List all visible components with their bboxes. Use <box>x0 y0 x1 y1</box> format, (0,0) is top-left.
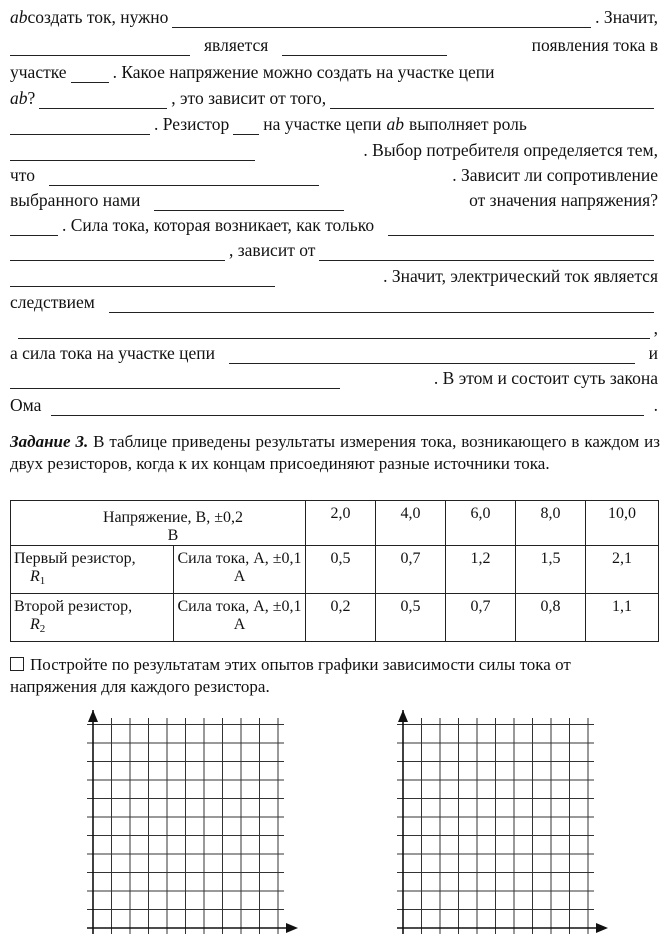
text: . <box>653 395 658 415</box>
text-line-9 <box>10 210 658 236</box>
table-cell: 0,8 <box>516 594 586 642</box>
quantity-label: Сила тока, А, ±0,1 А <box>174 546 306 594</box>
checkbox-icon <box>10 657 24 671</box>
text: участке <box>10 62 67 82</box>
text: что <box>10 165 35 185</box>
table-row <box>11 546 659 594</box>
table-cell: 4,0 <box>376 501 446 546</box>
text: . Зависит ли сопротивление <box>452 165 658 185</box>
table-cell: 0,7 <box>446 594 516 642</box>
text: . Сила тока, которая возникает, как только <box>62 215 375 235</box>
answer-blank[interactable] <box>18 322 650 339</box>
y-axis-arrow-icon <box>398 710 408 722</box>
answer-blank[interactable] <box>10 270 275 287</box>
text-line-6 <box>10 135 658 161</box>
resistor-subscript: 2 <box>39 623 46 635</box>
text: . Резистор <box>154 114 230 134</box>
table-row <box>11 594 659 642</box>
table-cell: 6,0 <box>446 501 516 546</box>
text-line-1 <box>10 2 658 28</box>
text: следствием <box>10 292 95 312</box>
resistor-symbol: R <box>30 616 40 633</box>
table-cell: 1,1 <box>586 594 659 642</box>
text: создать ток, нужно <box>27 7 169 27</box>
answer-blank[interactable] <box>10 244 225 261</box>
task-label: Задание 3. <box>10 432 89 451</box>
text-line-14 <box>10 338 658 364</box>
text-line-12 <box>10 287 658 313</box>
text-line-10 <box>10 235 658 261</box>
answer-blank[interactable] <box>39 92 167 109</box>
text: является <box>204 35 269 55</box>
table-cell: 1,5 <box>516 546 586 594</box>
resistor-name: Второй резистор, <box>14 598 133 615</box>
voltage-header: Напряжение, В, ±0,2 В <box>11 501 306 546</box>
text: ab <box>10 88 28 108</box>
table-cell: 0,2 <box>306 594 376 642</box>
x-axis-arrow-icon <box>286 923 298 933</box>
text: появления тока в <box>531 35 658 55</box>
results-table <box>10 500 659 642</box>
text: а сила тока на участке цепи <box>10 343 216 363</box>
instruction-text: Постройте по результатам этих опытов графики зависимости силы тока от напряжения для каждого резистора. <box>10 655 571 696</box>
text: . Значит, электрический ток является <box>383 266 658 286</box>
answer-blank[interactable] <box>388 219 654 236</box>
y-axis-arrow-icon <box>88 710 98 722</box>
text: , <box>653 318 658 338</box>
text: Ома <box>10 395 42 415</box>
text: от значения напряжения? <box>469 190 658 210</box>
text-line-15 <box>10 363 658 389</box>
text: выполняет роль <box>409 114 527 134</box>
resistor-label <box>11 594 174 642</box>
answer-blank[interactable] <box>49 169 319 186</box>
answer-blank[interactable] <box>10 144 255 161</box>
text-line-8 <box>10 185 658 211</box>
table-cell: 0,5 <box>376 594 446 642</box>
table-cell: 2,0 <box>306 501 376 546</box>
text-line-13 <box>10 313 658 339</box>
text: . Значит, <box>595 7 658 27</box>
answer-blank[interactable] <box>10 219 58 236</box>
resistor-subscript: 1 <box>39 575 46 587</box>
graph-grid-1[interactable] <box>70 700 312 946</box>
table-cell: 1,2 <box>446 546 516 594</box>
text-line-3 <box>10 57 658 83</box>
task-3 <box>10 431 660 475</box>
table-cell: 10,0 <box>586 501 659 546</box>
text: ab <box>10 7 28 27</box>
answer-blank[interactable] <box>10 39 190 56</box>
answer-blank[interactable] <box>71 66 109 83</box>
answer-blank[interactable] <box>172 11 591 28</box>
table-cell: 8,0 <box>516 501 586 546</box>
text: , это зависит от того, <box>171 88 327 108</box>
text-line-5 <box>10 109 658 135</box>
resistor-label <box>11 546 174 594</box>
text: , зависит от <box>229 240 316 260</box>
text: на участке цепи <box>263 114 382 134</box>
answer-blank[interactable] <box>229 347 635 364</box>
instruction <box>10 654 660 698</box>
answer-blank[interactable] <box>109 296 654 313</box>
answer-blank[interactable] <box>51 399 643 416</box>
text-line-7 <box>10 160 658 186</box>
x-axis-arrow-icon <box>596 923 608 933</box>
text: выбранного нами <box>10 190 141 210</box>
text: . Какое напряжение можно создать на участке цепи <box>112 62 495 82</box>
table-cell: 0,7 <box>376 546 446 594</box>
text-line-11 <box>10 261 658 287</box>
answer-blank[interactable] <box>10 372 340 389</box>
text-line-4 <box>10 83 658 109</box>
table-cell: 2,1 <box>586 546 659 594</box>
answer-blank[interactable] <box>282 39 447 56</box>
text: и <box>648 343 658 363</box>
answer-blank[interactable] <box>10 118 150 135</box>
text-line-2 <box>10 30 658 56</box>
quantity-label: Сила тока, А, ±0,1 А <box>174 594 306 642</box>
table-cell: 0,5 <box>306 546 376 594</box>
text-line-16 <box>10 390 658 416</box>
text: . Выбор потребителя определяется тем, <box>363 140 658 160</box>
graph-grid-2[interactable] <box>380 700 622 946</box>
text: . В этом и состоит суть закона <box>433 368 658 388</box>
answer-blank[interactable] <box>319 244 654 261</box>
resistor-symbol: R <box>30 568 40 585</box>
answer-blank[interactable] <box>330 92 654 109</box>
text: ? <box>27 88 36 108</box>
table-header-row <box>11 501 659 546</box>
resistor-name: Первый резистор, <box>14 550 136 567</box>
task-text: В таблице приведены результаты измерения тока, возникающего в каждом из двух резисторов, когда к их концам присоединяют разные источники тока. <box>10 432 660 473</box>
answer-blank[interactable] <box>154 194 344 211</box>
text: ab <box>386 114 405 134</box>
answer-blank[interactable] <box>233 118 259 135</box>
